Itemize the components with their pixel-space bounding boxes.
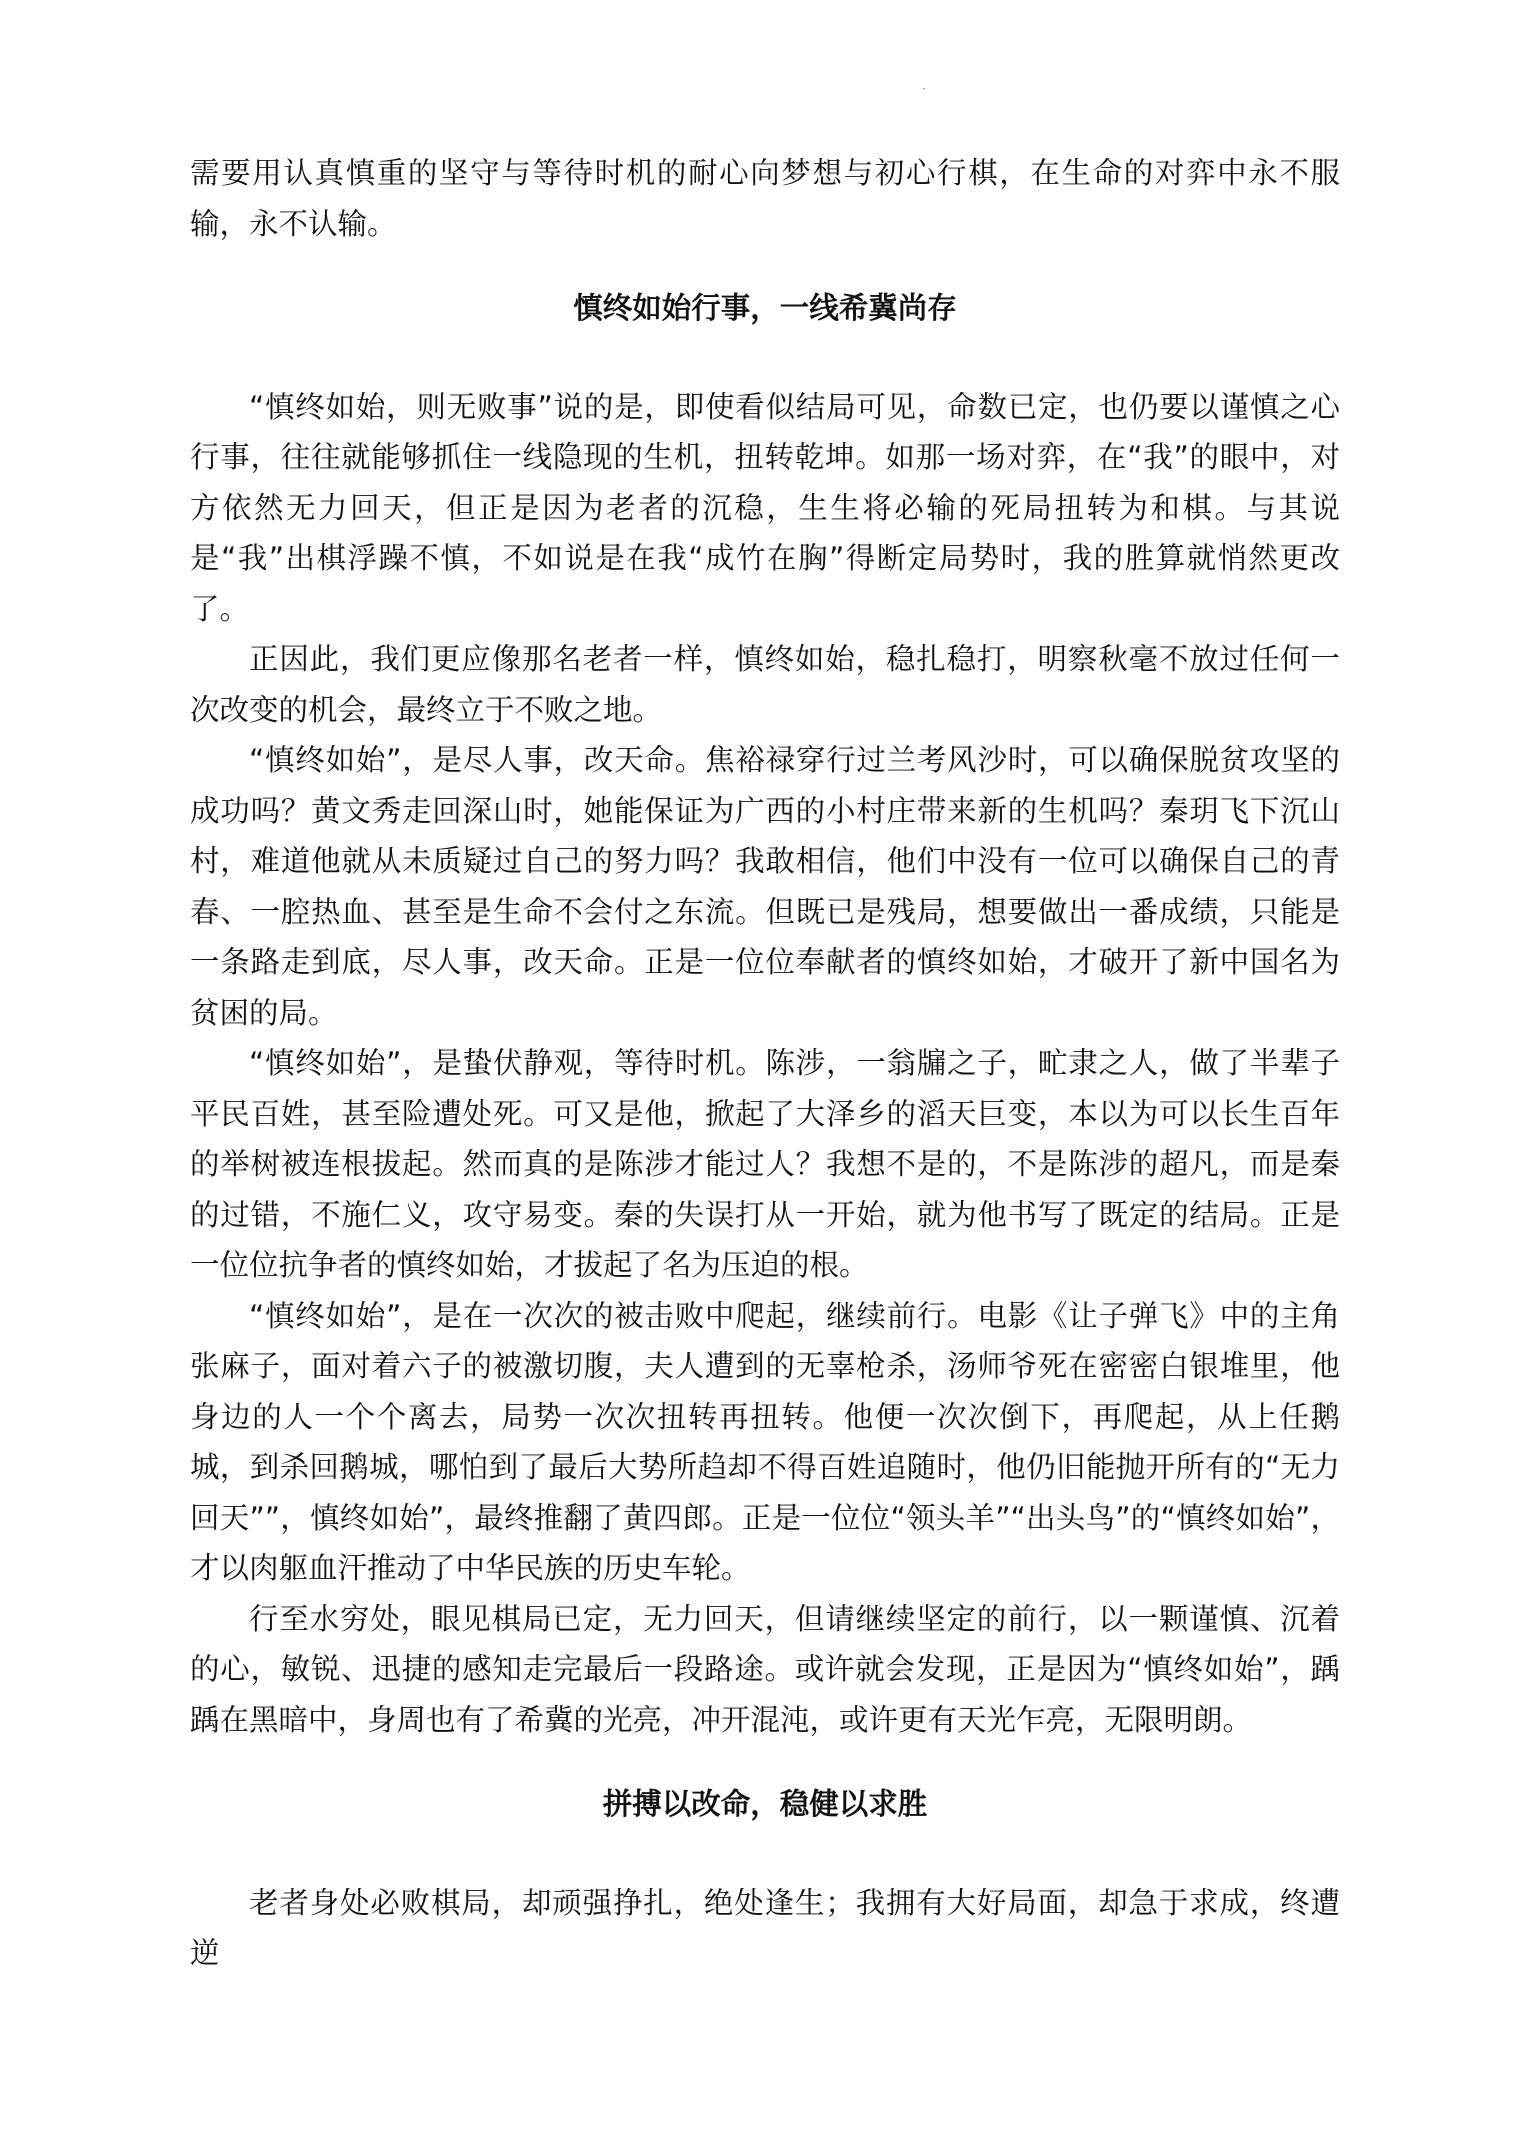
section-1-paragraph-3: “慎终如始”，是尽人事，改天命。焦裕禄穿行过兰考风沙时，可以确保脱贫攻坚的成功吗？黄文秀走回深山时，她能保证为广西的小村庄带来新的生机吗？秦玥飞下沉山村，难道他就从未质疑过自己的努力吗？我敢相信，他们中没有一位可以确保自己的青春、一腔热血、甚至是生命不会付之东流。但既已是残局，想要做出一番成绩，只能是一条路走到底，尽人事，改天命。正是一位位奉献者的慎终如始，才破开了新中国名为贫困的局。 [190,743,1340,1030]
section-1-paragraph-1: “慎终如始，则无败事”说的是，即使看似结局可见，命数已定，也仍要以谨慎之心行事，往往就能够抓住一线隐现的生机，扭转乾坤。如那一场对弈，在“我”的眼中，对方依然无力回天，但正是因为老者的沉稳，生生将必输的死局扭转为和棋。与其说是“我”出棋浮躁不慎，不如说是在我“成竹在胸”得断定局势时，我的胜算就悄然更改了。 [190,389,1340,626]
page-mark: · [922,82,926,96]
section-1-paragraph-5: “慎终如始”，是在一次次的被击败中爬起，继续前行。电影《让子弹飞》中的主角张麻子，面对着六子的被激切腹，夫人遭到的无辜枪杀，汤师爷死在密密白银堆里，他身边的人一个个离去，局势一次次扭转再扭转。他便一次次倒下，再爬起，从上任鹅城，到杀回鹅城，哪怕到了最后大势所趋却不得百姓追随时，他仍旧能抛开所有的“无力回天””，慎终如始”，最终推翻了黄四郎。正是一位位“领头羊”“出头鸟”的“慎终如始”，才以肉躯血汗推动了中华民族的历史车轮。 [190,1298,1340,1585]
section-1-paragraph-4: “慎终如始”，是蛰伏静观，等待时机。陈涉，一翁牖之子，甿隶之人，做了半辈子平民百姓，甚至险遭处死。可又是他，掀起了大泽乡的滔天巨变，本以为可以长生百年的举树被连根拔起。然而真的是陈涉才能过人？我想不是的，不是陈涉的超凡，而是秦的过错，不施仁义，攻守易变。秦的失误打从一开始，就为他书写了既定的结局。正是一位位抗争者的慎终如始，才拔起了名为压迫的根。 [190,1046,1340,1282]
section-1-paragraph-2: 正因此，我们更应像那名老者一样，慎终如始，稳扎稳打，明察秋毫不放过任何一次改变的机会，最终立于不败之地。 [190,642,1340,727]
section-1-paragraph-6: 行至水穷处，眼见棋局已定，无力回天，但请继续坚定的前行，以一颗谨慎、沉着的心，敏锐、迅捷的感知走完最后一段路途。或许就会发现，正是因为“慎终如始”，踽踽在黑暗中，身周也有了希冀的光亮，冲开混沌，或许更有天光乍亮，无限明朗。 [190,1601,1340,1737]
section-2-paragraph-1: 老者身处必败棋局，却顽强挣扎，绝处逢生；我拥有大好局面，却急于求成，终遭逆 [190,1885,1340,1970]
document-body [190,148,1340,1979]
section-2-heading: 拼搏以改命，稳健以求胜 [602,1787,928,1821]
intro-paragraph: 需要用认真慎重的坚守与等待时机的耐心向梦想与初心行棋，在生命的对弈中永不服输，永不认输。 [190,156,1340,241]
section-1-heading: 慎终如始行事，一线希冀尚存 [573,291,957,325]
